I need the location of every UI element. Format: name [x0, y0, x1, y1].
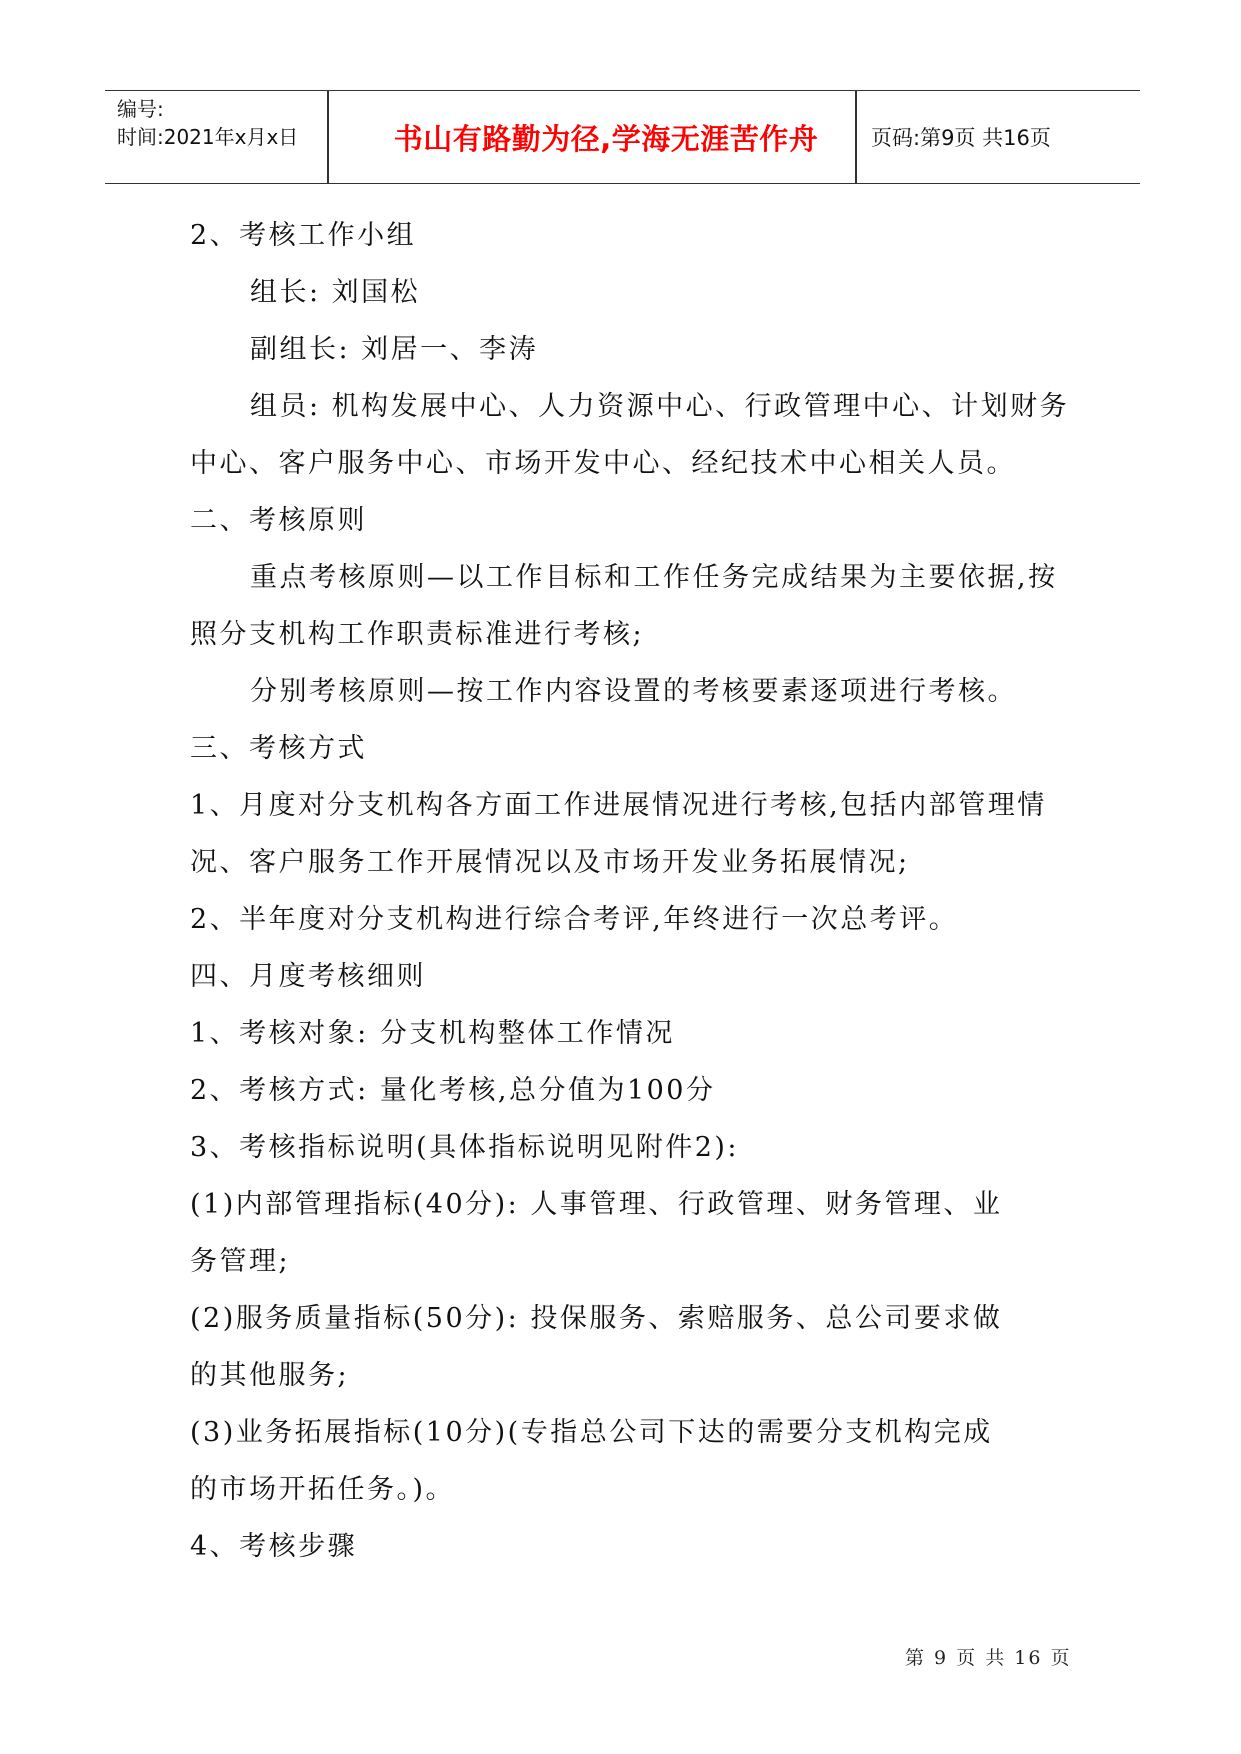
- paragraph-line: 2、考核方式: 量化考核,总分值为100分: [190, 1075, 716, 1106]
- document-date: 时间:2021年x月x日: [117, 125, 299, 149]
- header-divider-left: [327, 91, 329, 183]
- paragraph-line: (2)服务质量指标(50分): 投保服务、索赔服务、总公司要求做: [190, 1303, 1003, 1334]
- paragraph-line: 务管理;: [190, 1246, 291, 1277]
- document-body: [190, 207, 1070, 1575]
- header-divider-right: [855, 91, 857, 183]
- paragraph-line: 况、客户服务工作开展情况以及市场开发业务拓展情况;: [190, 847, 910, 878]
- paragraph-line: 组长: 刘国松: [250, 277, 421, 308]
- paragraph-line: (1)内部管理指标(40分): 人事管理、行政管理、财务管理、业: [190, 1189, 1003, 1220]
- header-page-info: 页码:第9页 共16页: [871, 126, 1051, 150]
- header-motto: 书山有路勤为径,学海无涯苦作舟: [393, 121, 819, 156]
- paragraph-line: 3、考核指标说明(具体指标说明见附件2):: [190, 1132, 740, 1163]
- paragraph-line: 2、半年度对分支机构进行综合考评,年终进行一次总考评。: [190, 904, 959, 935]
- paragraph-line: 照分支机构工作职责标准进行考核;: [190, 619, 645, 650]
- paragraph-line: 的其他服务;: [190, 1360, 350, 1391]
- section-heading: 4、考核步骤: [190, 1531, 358, 1562]
- page-footer: 第 9 页 共 16 页: [905, 1647, 1072, 1669]
- paragraph-line: 中心、客户服务中心、市场开发中心、经纪技术中心相关人员。: [190, 448, 1016, 479]
- section-heading: 二、考核原则: [190, 505, 367, 536]
- paragraph-line: 的市场开拓任务。)。: [190, 1474, 456, 1505]
- section-heading: 2、考核工作小组: [190, 220, 417, 251]
- section-heading: 三、考核方式: [190, 733, 367, 764]
- section-heading: 四、月度考核细则: [190, 961, 426, 992]
- page-header: [105, 90, 1140, 184]
- document-number-label: 编号:: [117, 97, 164, 121]
- paragraph-line: 副组长: 刘居一、李涛: [250, 334, 539, 365]
- paragraph-line: 1、月度对分支机构各方面工作进展情况进行考核,包括内部管理情: [190, 790, 1047, 821]
- paragraph-line: 重点考核原则—以工作目标和工作任务完成结果为主要依据,按: [250, 562, 1058, 593]
- header-meta: [117, 95, 298, 151]
- paragraph-line: 组员: 机构发展中心、人力资源中心、行政管理中心、计划财务: [250, 391, 1070, 422]
- paragraph-line: 分别考核原则—按工作内容设置的考核要素逐项进行考核。: [250, 676, 1017, 707]
- paragraph-line: 1、考核对象: 分支机构整体工作情况: [190, 1018, 675, 1049]
- paragraph-line: (3)业务拓展指标(10分)(专指总公司下达的需要分支机构完成: [190, 1417, 993, 1448]
